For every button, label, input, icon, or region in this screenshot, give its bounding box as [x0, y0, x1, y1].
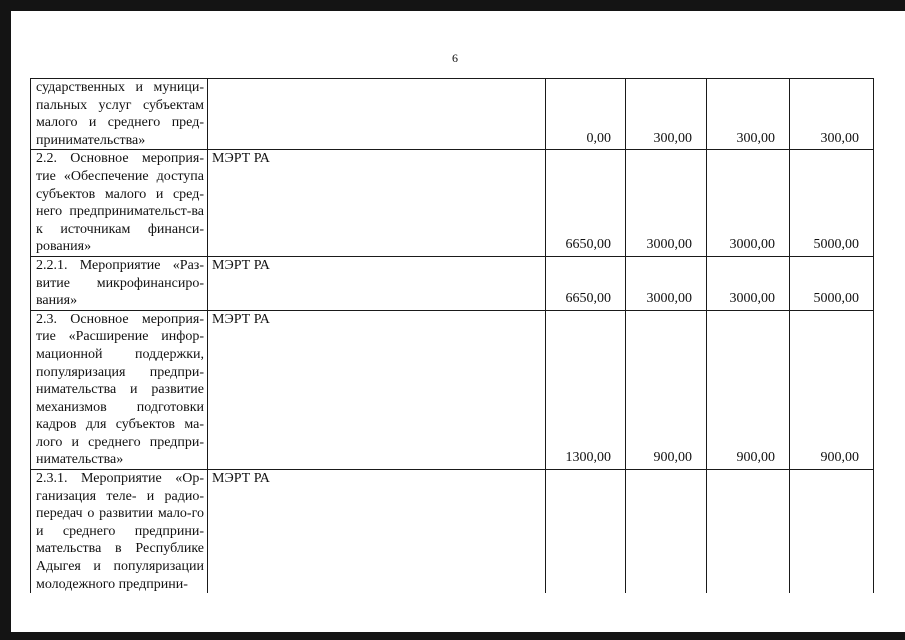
- amount-cell: 900,00: [626, 310, 707, 469]
- executor-cell: [208, 79, 546, 150]
- scan-border-bottom: [0, 632, 905, 640]
- table-row: [31, 150, 874, 257]
- amount-cell: 3000,00: [707, 150, 790, 257]
- program-table: [30, 78, 874, 593]
- amount-cell: 3000,00: [626, 150, 707, 257]
- amount-cell: 6650,00: [546, 150, 626, 257]
- activity-name-cell: 2.2.1. Мероприятие «Раз-витие микрофинансиро-вания»: [31, 256, 208, 310]
- activity-name-cell: 2.3. Основное мероприя-тие «Расширение инфор-мационной поддержки, популяризация предпри-нимательства и развитие механизмов подготовки кадров для субъектов ма-лого и среднего предпри-нимательства»: [31, 310, 208, 469]
- amount-cell: 3000,00: [707, 256, 790, 310]
- amount-cell: [790, 470, 874, 594]
- executor-cell: МЭРТ РА: [208, 470, 546, 594]
- amount-cell: 900,00: [790, 310, 874, 469]
- amount-cell: 300,00: [707, 79, 790, 150]
- activity-name-cell: 2.2. Основное мероприя-тие «Обеспечение доступа субъектов малого и сред-него предпринимательст-ва к источникам финанси-рования»: [31, 150, 208, 257]
- amount-cell: 3000,00: [626, 256, 707, 310]
- amount-cell: [626, 470, 707, 594]
- executor-cell: МЭРТ РА: [208, 310, 546, 469]
- amount-cell: [707, 470, 790, 594]
- executor-cell: МЭРТ РА: [208, 150, 546, 257]
- activity-name-cell: 2.3.1. Мероприятие «Ор-ганизация теле- и радио-передач о развитии мало-го и среднего предприни-мательства в Республике Адыгея и популяризации молодежного предприни-: [31, 470, 208, 594]
- amount-cell: 6650,00: [546, 256, 626, 310]
- amount-cell: 300,00: [626, 79, 707, 150]
- table-row: [31, 256, 874, 310]
- table-row: [31, 79, 874, 150]
- activity-name-cell: сударственных и муници-пальных услуг субъектам малого и среднего пред-принимательства»: [31, 79, 208, 150]
- amount-cell: 900,00: [707, 310, 790, 469]
- amount-cell: 1300,00: [546, 310, 626, 469]
- amount-cell: [546, 470, 626, 594]
- table-row: [31, 310, 874, 469]
- amount-cell: 0,00: [546, 79, 626, 150]
- amount-cell: 5000,00: [790, 150, 874, 257]
- scan-border-left: [0, 0, 11, 640]
- table-row: [31, 470, 874, 594]
- amount-cell: 300,00: [790, 79, 874, 150]
- executor-cell: МЭРТ РА: [208, 256, 546, 310]
- page-number: 6: [452, 51, 458, 65]
- scan-border-top: [0, 0, 905, 11]
- amount-cell: 5000,00: [790, 256, 874, 310]
